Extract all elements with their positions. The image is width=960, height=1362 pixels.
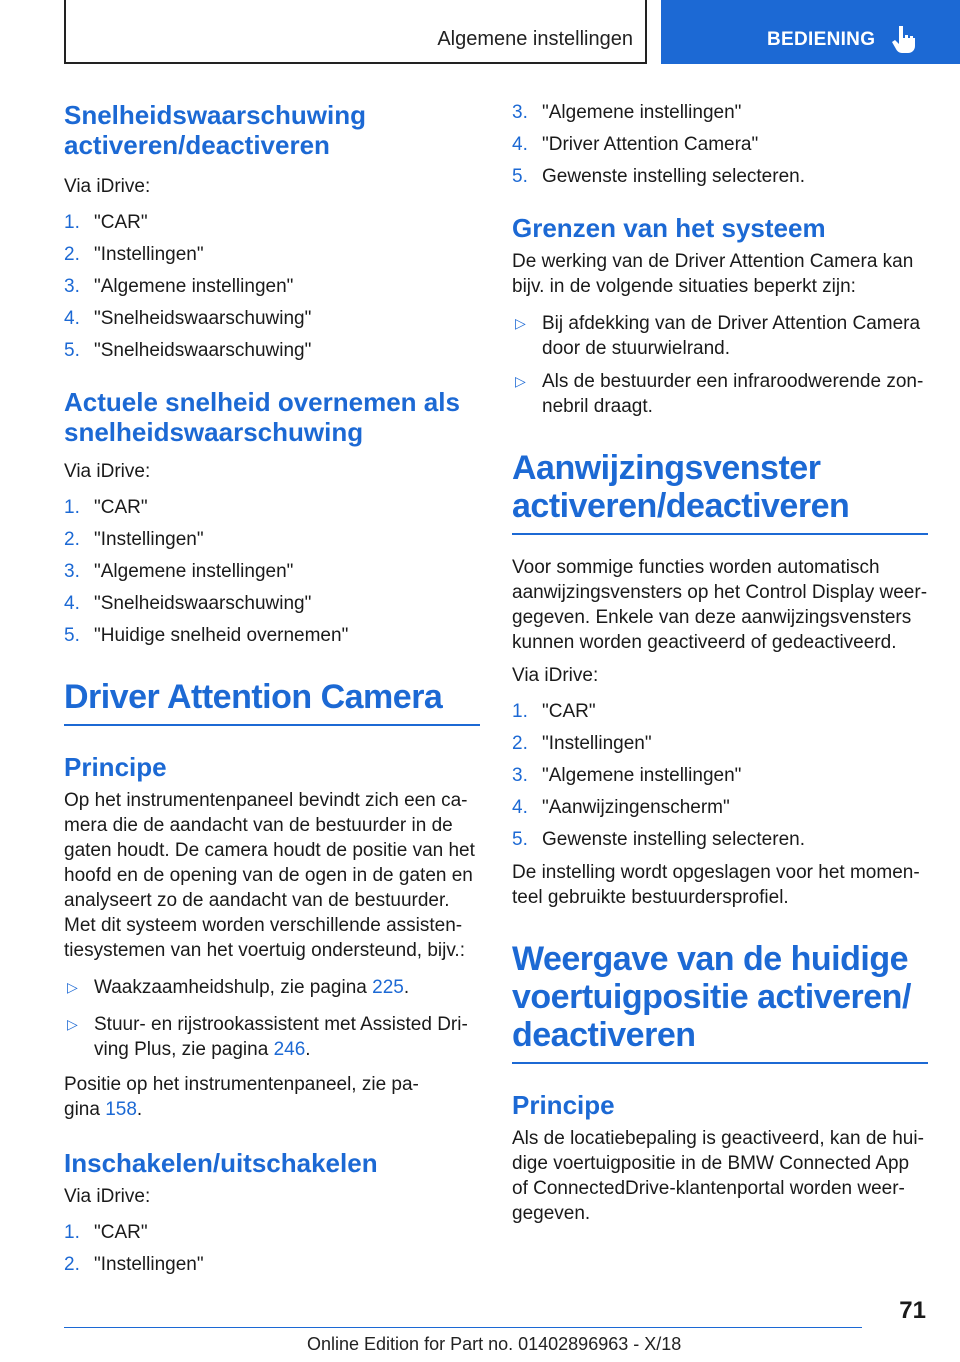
list-item: 1. "CAR" [64,1222,148,1243]
list-item: 4. "Snelheidswaarschuwing" [64,593,312,614]
page-title-weergave: Weergave van de huidige voertuigpositie activeren/ deactiveren [512,940,911,1054]
via-idrive-label: Via iDrive: [512,665,599,686]
footer-edition: Online Edition for Part no. 01402896963 - X/18 [307,1334,682,1354]
list-item: 5. Gewenste instelling selecteren. [512,829,805,850]
section-title-speed-warning: Snelheidswaarschuwing activeren/deactiveren [64,100,366,160]
page-link-225[interactable]: 225 [372,977,404,998]
list-item: 1. "CAR" [64,497,148,518]
list-item: 3. "Algemene instellingen" [512,102,742,123]
aanwijzing-paragraph: Voor sommige functies worden automatisch aanwijzingsvensters op het Control Display weer-gegeven. Enkele van deze aanwijzingsvensters kunnen worden geactiveerd of gedeactiveerd. [512,557,928,653]
list-item: 5. "Snelheidswaarschuwing" [64,340,312,361]
heading-block-weergave [512,940,928,1064]
list-item: ▷ Stuur- en rijstrookassistent met Assisted Dri-ving Plus, zie pagina 246. [67,1014,468,1060]
header-section-box [64,0,647,64]
list-item: 2. "Instellingen" [64,1254,204,1275]
list-item: 2. "Instellingen" [64,244,204,265]
steps-list-speed-warning [64,210,480,363]
list-item: 3. "Algemene instellingen" [512,765,742,786]
list-item: 3. "Algemene instellingen" [64,561,294,582]
principe-paragraph: Op het instrumentenpaneel bevindt zich een ca-mera die de aandacht van de bestuurder in de gaten houdt. De camera houdt de positie van het hoofd en de opening van de ogen in de gaten en analyseert zo de aandacht van de bestuurder. Met dit systeem worden verschillende assisten-tiesystemen van het voertuig ondersteund, bijv.: [64,790,475,961]
bullet-list-dac [64,975,480,1062]
list-item: 1. "CAR" [64,212,148,233]
aanwijzing-note: De instelling wordt opgeslagen voor het momen-teel gebruikte bestuurdersprofiel. [512,862,920,908]
list-item: 4. "Snelheidswaarschuwing" [64,308,312,329]
via-idrive-label: Via iDrive: [64,176,151,197]
page-link-246[interactable]: 246 [273,1039,306,1060]
steps-list-continued [512,100,928,189]
steps-list-aanwijzing [512,699,928,852]
list-item: ▷ Waakzaamheidshulp, zie pagina 225. [67,977,410,998]
page-title-driver-attention-camera: Driver Attention Camera [64,678,443,716]
section-title-principe-right: Principe [512,1090,615,1120]
via-idrive-label: Via iDrive: [64,1186,151,1207]
principe-paragraph-right: Als de locatiebepaling is geactiveerd, kan de hui-dige voertuigpositie in de BMW Connected App of ConnectedDrive-klantenportal worden weer-gegeven. [512,1128,924,1224]
right-column [512,100,928,1226]
list-item: 4. "Aanwijzingenscherm" [512,797,730,818]
pointing-hand-icon [891,24,919,54]
triangle-bullet-icon: ▷ [515,315,526,331]
header-tab[interactable] [661,0,960,64]
header-tab-label: BEDIENING [767,29,876,50]
list-item: ▷ Als de bestuurder een infraroodwerende zon-nebril draagt. [515,371,924,417]
list-item: 5. "Huidige snelheid overnemen" [64,625,349,646]
list-item: 2. "Instellingen" [512,733,652,754]
section-title-principe: Principe [64,752,167,782]
list-item: 2. "Instellingen" [64,529,204,550]
bullet-list-limits [512,311,928,419]
section-title-limits: Grenzen van het systeem [512,213,826,243]
heading-block-aanwijzingsvenster [512,449,928,535]
via-idrive-label: Via iDrive: [64,461,151,482]
list-item: 1. "CAR" [512,701,596,722]
triangle-bullet-icon: ▷ [67,1016,78,1032]
section-title-switch: Inschakelen/uitschakelen [64,1148,378,1178]
triangle-bullet-icon: ▷ [515,373,526,389]
page-title-aanwijzingsvenster: Aanwijzingsvenster activeren/deactiveren [512,449,850,525]
triangle-bullet-icon: ▷ [67,979,78,995]
section-title-current-speed: Actuele snelheid overnemen als snelheidswaarschuwing [64,387,460,447]
steps-list-current-speed [64,495,480,648]
list-item: 5. Gewenste instelling selecteren. [512,166,805,187]
position-paragraph: Positie op het instrumentenpaneel, zie pa-gina 158. [64,1074,419,1120]
limits-paragraph: De werking van de Driver Attention Camera kan bijv. in de volgende situaties beperkt zijn: [512,251,914,297]
page-number: 71 [899,1297,926,1324]
page-link-158[interactable]: 158 [105,1099,137,1120]
footer-divider [64,1327,862,1328]
list-item: 4. "Driver Attention Camera" [512,134,759,155]
list-item: 3. "Algemene instellingen" [64,276,294,297]
list-item: ▷ Bij afdekking van de Driver Attention Camera door de stuurwielrand. [515,313,921,359]
steps-list-switch [64,1220,480,1277]
left-column [64,100,480,1277]
heading-block-dac [64,678,480,726]
header-section-title: Algemene instellingen [437,28,633,50]
